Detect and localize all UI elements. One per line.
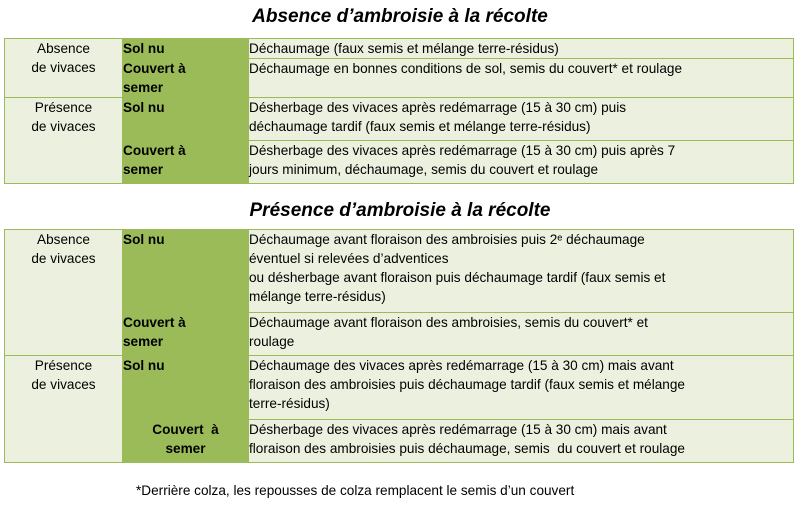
group-label-presence-vivaces: Présence de vivaces (5, 98, 123, 184)
section-title-absence-ambroisie: Absence d’ambroisie à la récolte (252, 6, 548, 27)
group-label-presence-vivaces: Présence de vivaces (5, 356, 123, 463)
sub-label-sol-nu: Sol nu (123, 356, 249, 420)
description-cell: Déchaumage (faux semis et mélange terre-résidus) (249, 39, 794, 59)
table-row (5, 59, 794, 98)
sub-label-sol-nu: Sol nu (123, 98, 249, 141)
description-cell: Désherbage des vivaces après redémarrage (15 à 30 cm) puis déchaumage tardif (faux semis et mélange terre-résidus) (249, 98, 794, 141)
sub-label-sol-nu: Sol nu (123, 39, 249, 59)
table-presence-ambroisie (4, 229, 794, 463)
description-cell: Déchaumage des vivaces après redémarrage (15 à 30 cm) mais avant floraison des ambroisies puis déchaumage tardif (faux semis et mélange terre-résidus) (249, 356, 794, 420)
sub-label-couvert-a-semer: Couvert à semer (123, 420, 249, 463)
description-cell: Désherbage des vivaces après redémarrage (15 à 30 cm) puis après 7 jours minimum, déchaumage, semis du couvert et roulage (249, 141, 794, 184)
description-cell: Déchaumage en bonnes conditions de sol, semis du couvert* et roulage (249, 59, 794, 98)
description-cell: Déchaumage avant floraison des ambroisies, semis du couvert* et roulage (249, 313, 794, 356)
group-label-absence-vivaces: Absence de vivaces (5, 39, 123, 98)
table-row (5, 98, 794, 141)
sub-label-sol-nu: Sol nu (123, 230, 249, 313)
section-title-presence-ambroisie: Présence d’ambroisie à la récolte (249, 200, 551, 221)
sub-label-couvert-a-semer: Couvert à semer (123, 141, 249, 184)
description-cell: Déchaumage avant floraison des ambroisies puis 2ᵉ déchaumage éventuel si relevées d’adventices ou désherbage avant floraison puis déchaumage tardif (faux semis et mélange terre-résidus) (249, 230, 794, 313)
sub-label-couvert-a-semer: Couvert à semer (123, 59, 249, 98)
table-row (5, 141, 794, 184)
table-row (5, 230, 794, 313)
group-label-absence-vivaces: Absence de vivaces (5, 230, 123, 356)
footnote: *Derrière colza, les repousses de colza remplacent le semis d’un couvert (136, 483, 575, 498)
sub-label-couvert-a-semer: Couvert à semer (123, 313, 249, 356)
table-row (5, 39, 794, 59)
table-row (5, 313, 794, 356)
table-row (5, 420, 794, 463)
table-absence-ambroisie (4, 38, 794, 184)
description-cell: Désherbage des vivaces après redémarrage (15 à 30 cm) mais avant floraison des ambroisies puis déchaumage, semis du couvert et roulage (249, 420, 794, 463)
table-row (5, 356, 794, 420)
